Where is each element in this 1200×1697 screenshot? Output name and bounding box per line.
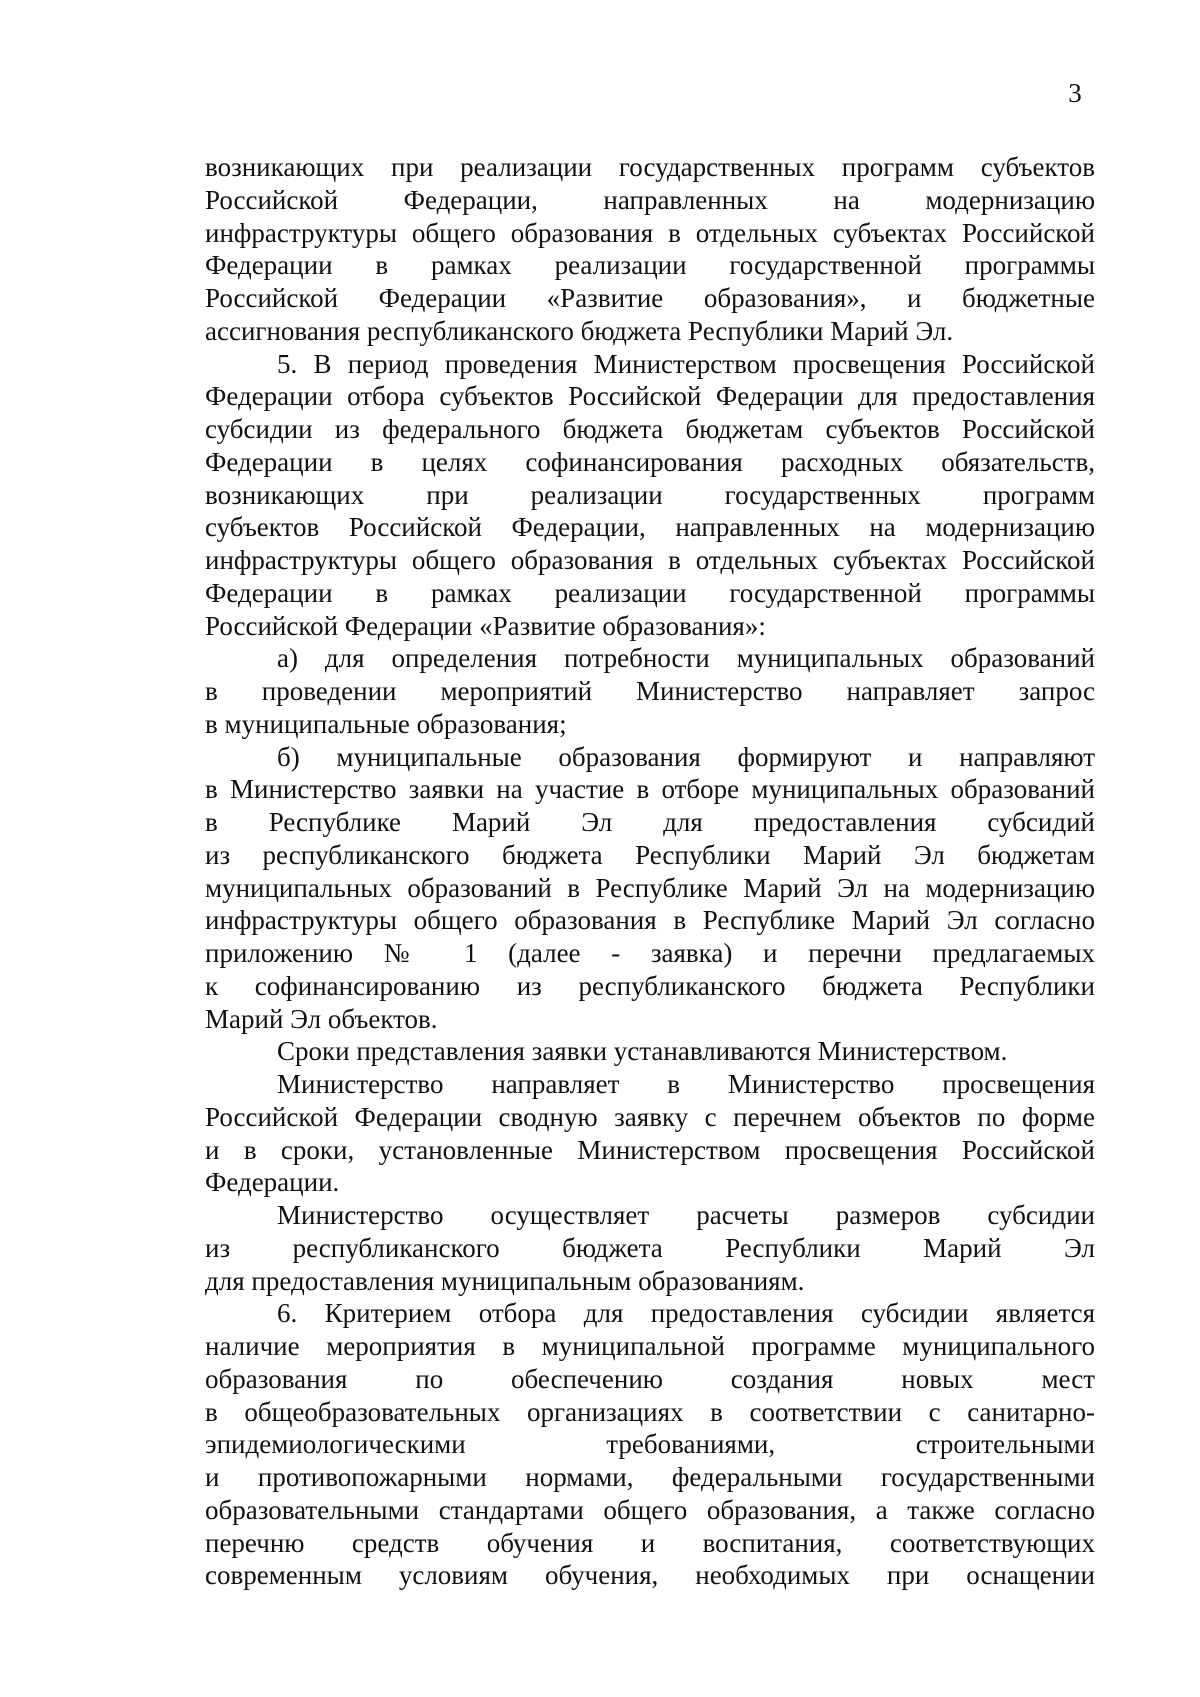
page-number: 3 (1068, 78, 1082, 108)
text-line: и в сроки, установленные Министерством просвещения Российской (205, 1134, 1095, 1165)
text-line: в муниципальные образования; (205, 708, 567, 739)
paragraph (205, 1199, 1095, 1297)
text-line: б) муниципальные образования формируют и направляют (277, 741, 1095, 772)
text-line: в Министерство заявки на участие в отборе муниципальных образований (205, 774, 1095, 805)
text-line: перечню средств обучения и воспитания, соответствующих (205, 1527, 1095, 1558)
text-line: Марий Эл объектов. (205, 1003, 438, 1034)
text-line: приложению № 1 (далее - заявка) и перечни предлагаемых (205, 938, 1095, 968)
text-line: и противопожарными нормами, федеральными государственными (205, 1462, 1095, 1492)
text-line: в общеобразовательных организациях в соответствии с санитарно- (205, 1396, 1095, 1427)
paragraph (205, 642, 1095, 740)
text-line: Федерации отбора субъектов Российской Федерации для предоставления (205, 381, 1095, 412)
text-line: возникающих при реализации государственных программ (205, 479, 1095, 510)
text-line: наличие мероприятия в муниципальной программе муниципального (205, 1331, 1095, 1361)
text-line: инфраструктуры общего образования в Республике Марий Эл согласно (205, 905, 1095, 936)
text-line: в Республике Марий Эл для предоставления субсидий (205, 807, 1095, 837)
text-line: возникающих при реализации государственных программ субъектов (205, 152, 1095, 182)
text-line: Российской Федерации «Развитие образования»: (205, 610, 766, 641)
text-line: субсидии из федерального бюджета бюджетам субъектов Российской (205, 414, 1095, 444)
text-line: Министерство осуществляет расчеты размеров субсидии (277, 1200, 1095, 1230)
text-line: Федерации в рамках реализации государственной программы (205, 577, 1095, 608)
paragraph (205, 1068, 1095, 1199)
paragraph (205, 1297, 1095, 1592)
text-line: Российской Федерации, направленных на модернизацию (205, 184, 1095, 215)
text-line: образования по обеспечению создания новых мест (205, 1363, 1095, 1394)
paragraph (205, 1035, 1095, 1068)
text-line: образовательными стандартами общего образования, а также согласно (205, 1494, 1095, 1525)
text-line: муниципальных образований в Республике Марий Эл на модернизацию (205, 872, 1095, 903)
text-line: Федерации в рамках реализации государственной программы (205, 250, 1095, 281)
text-line: для предоставления муниципальным образованиям. (205, 1265, 805, 1296)
text-line: из республиканского бюджета Республики Марий Эл (205, 1232, 1095, 1263)
text-line: субъектов Российской Федерации, направленных на модернизацию (205, 512, 1095, 543)
text-line: в проведении мероприятий Министерство направляет запрос (205, 676, 1095, 706)
paragraph (205, 348, 1095, 643)
text-line: 5. В период проведения Министерством просвещения Российской (277, 348, 1095, 379)
text-line: 6. Критерием отбора для предоставления субсидии является (277, 1298, 1095, 1329)
text-line: Министерство направляет в Министерство просвещения (277, 1069, 1095, 1099)
text-line: инфраструктуры общего образования в отдельных субъектах Российской (205, 545, 1095, 575)
document-body (205, 151, 1095, 1592)
text-line: из республиканского бюджета Республики Марий Эл бюджетам (205, 839, 1095, 870)
text-line: современным условиям обучения, необходимых при оснащении (205, 1560, 1095, 1591)
paragraph (205, 151, 1095, 348)
text-line: эпидемиологическими требованиями, строительными (205, 1429, 1095, 1460)
text-line: инфраструктуры общего образования в отдельных субъектах Российской (205, 217, 1095, 248)
text-line: Федерации. (205, 1167, 340, 1198)
text-line: ассигнования республиканского бюджета Республики Марий Эл. (205, 315, 954, 346)
text-line: Сроки представления заявки устанавливаются Министерством. (277, 1036, 1008, 1067)
text-line: Федерации в целях софинансирования расходных обязательств, (205, 446, 1095, 477)
text-line: Российской Федерации «Развитие образования», и бюджетные (205, 283, 1095, 313)
text-line: к софинансированию из республиканского бюджета Республики (205, 970, 1095, 1001)
paragraph (205, 741, 1095, 1036)
text-line: Российской Федерации сводную заявку с перечнем объектов по форме (205, 1101, 1095, 1132)
text-line: а) для определения потребности муниципальных образований (277, 643, 1095, 674)
